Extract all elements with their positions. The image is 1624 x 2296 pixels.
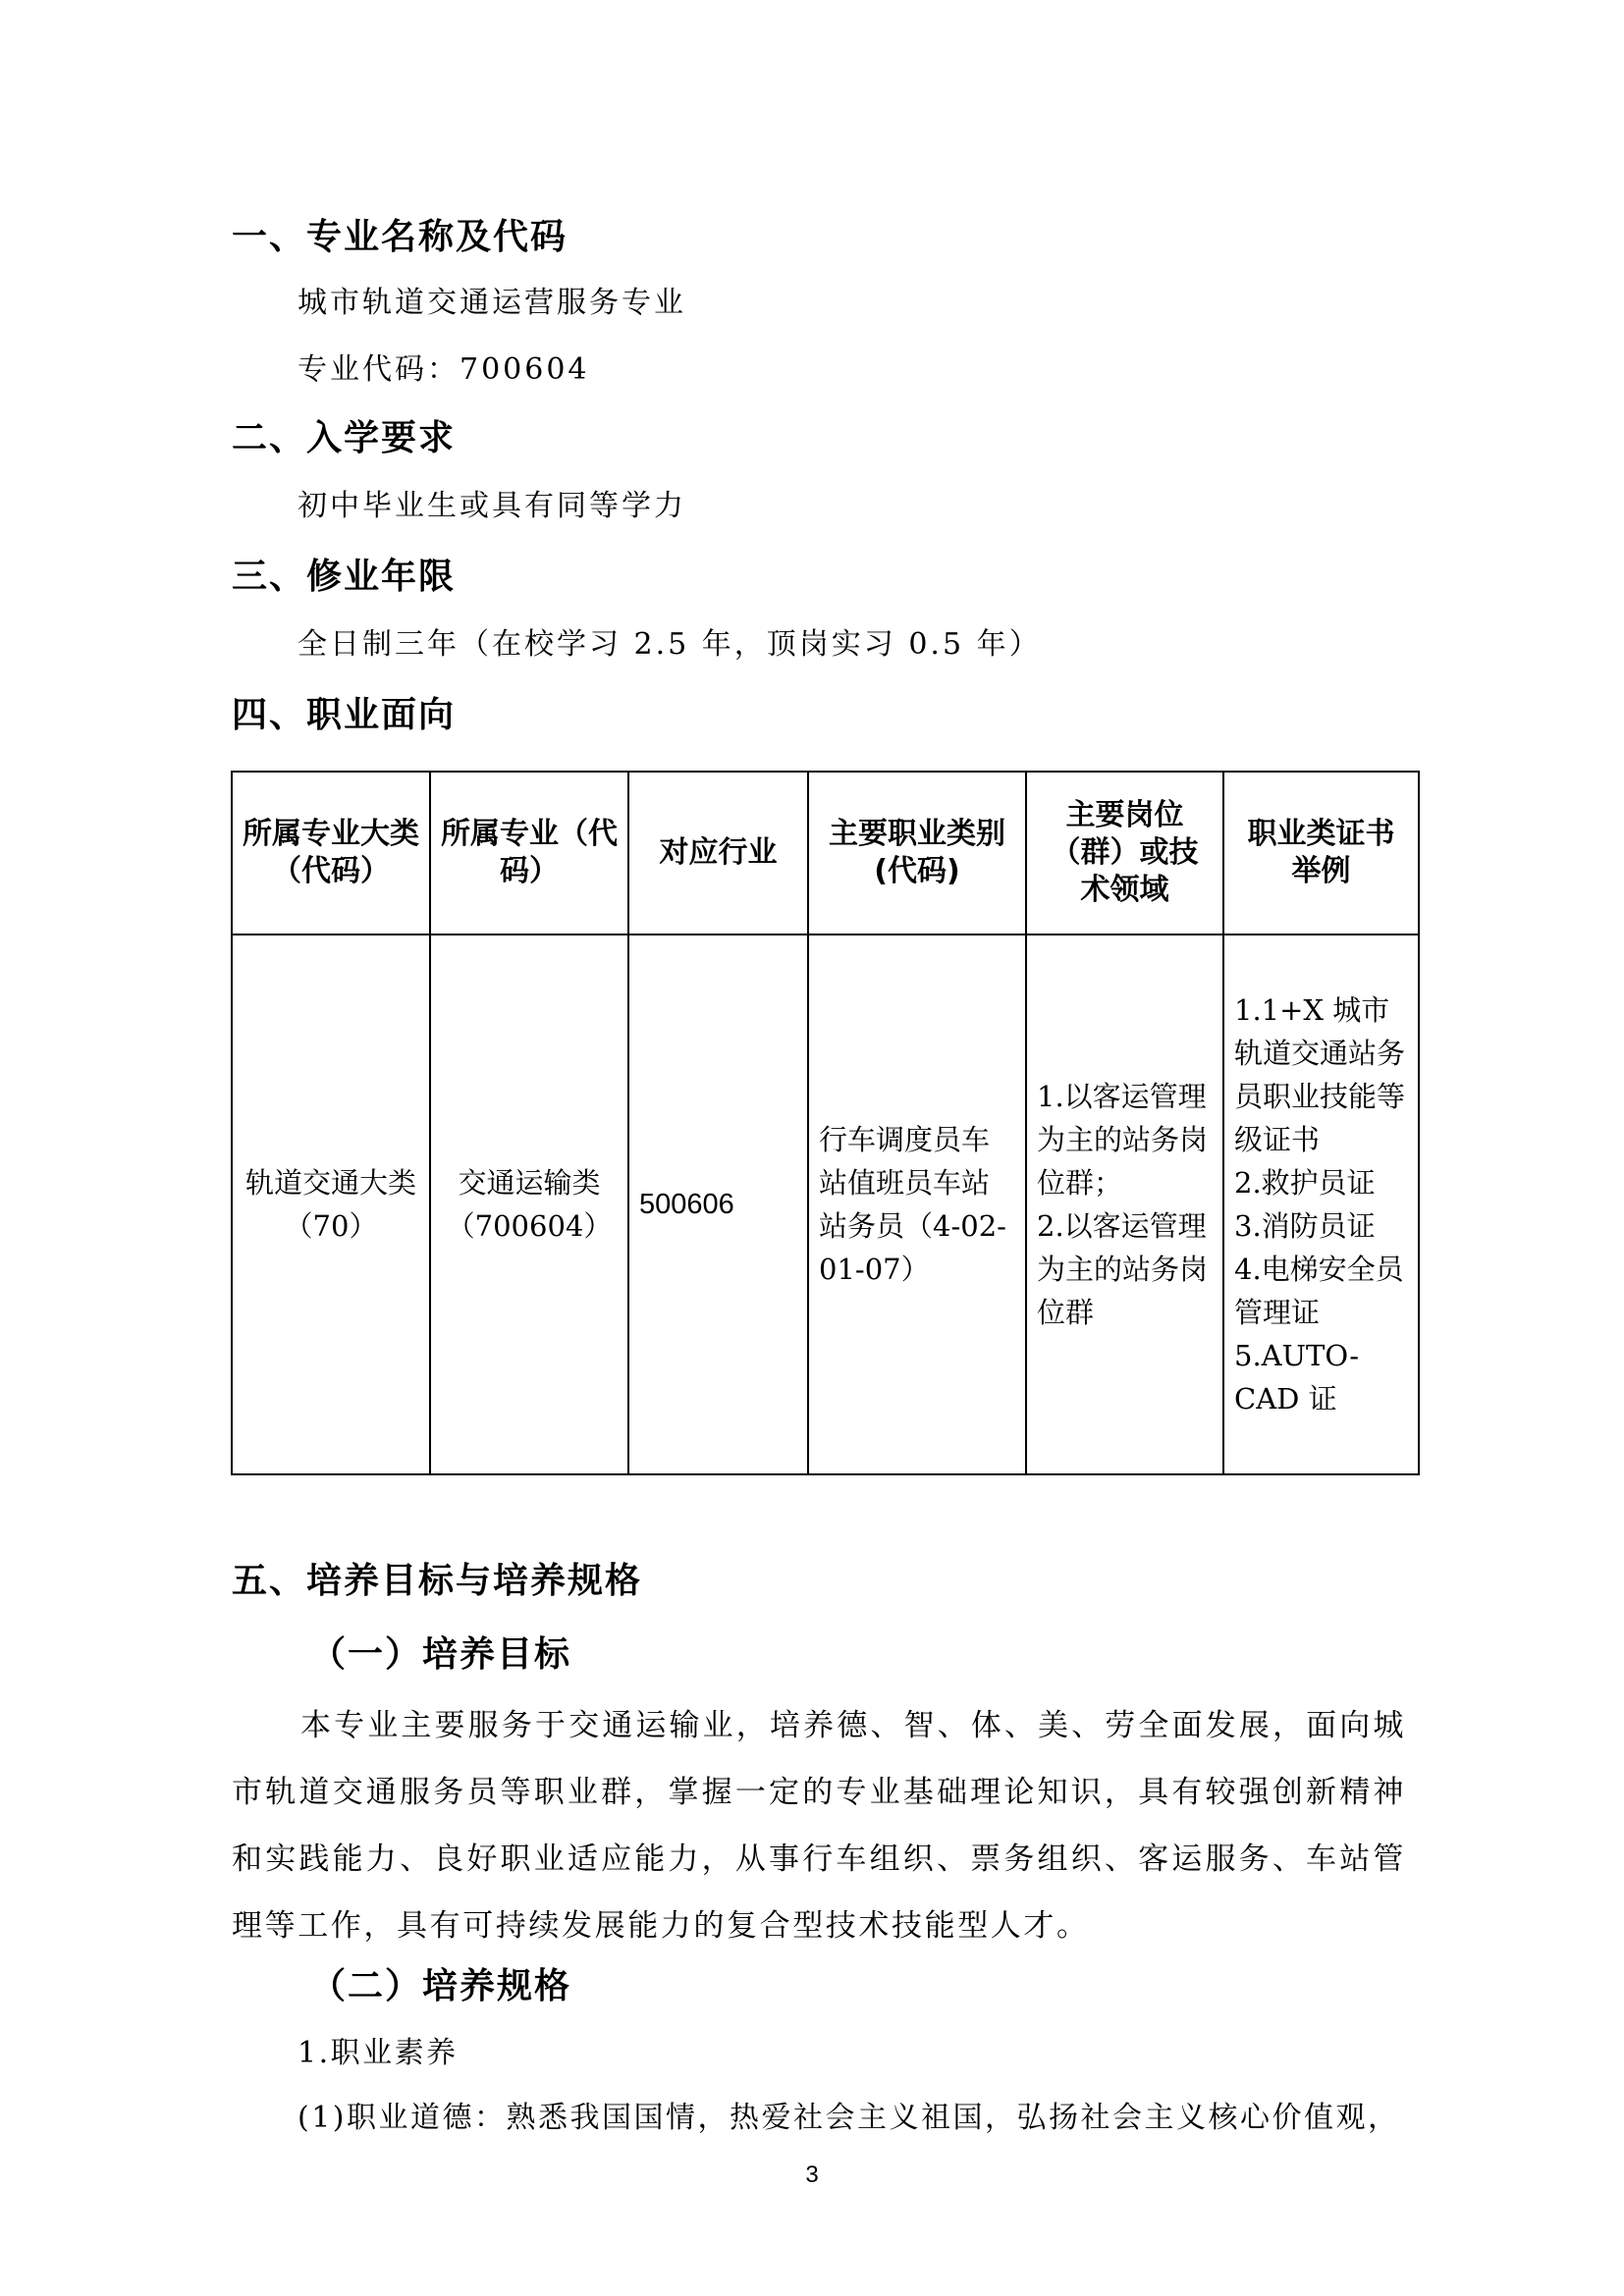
certificate-item: 2.救护员证 (1234, 1166, 1376, 1200)
cell-certificates (1223, 934, 1419, 1474)
item-professional-quality: 1.职业素养 (298, 2036, 459, 2070)
header-industry: 对应行业 (628, 772, 808, 934)
header-major-category: 所属专业大类（代码） (232, 772, 430, 934)
position-item: 1.以客运管理为主的站务岗位群； (1037, 1080, 1209, 1200)
section-4-title: 四、职业面向 (232, 695, 457, 735)
certificate-item: 5.AUTO-CAD 证 (1234, 1339, 1360, 1415)
certificate-item: 3.消防员证 (1234, 1209, 1376, 1243)
major-code: 专业代码：700604 (298, 352, 590, 387)
certificate-item: 4.电梯安全员管理证 (1234, 1253, 1404, 1329)
section-3-title: 三、修业年限 (232, 557, 457, 597)
entry-requirement: 初中毕业生或具有同等学力 (298, 489, 686, 523)
section-5-title: 五、培养目标与培养规格 (232, 1561, 643, 1601)
item-professional-ethics: (1)职业道德：熟悉我国国情，热爱社会主义祖国，弘扬社会主义核心价值观， (298, 2101, 1400, 2135)
cell-industry: 500606 (628, 934, 808, 1474)
training-goal-paragraph: 本专业主要服务于交通运输业，培养德、智、体、美、劳全面发展，面向城市轨道交通服务员等职业群，掌握一定的专业基础理论知识，具有较强创新精神和实践能力、良好职业适应能力，从事行车组织、票务组织、客运服务、车站管理等工作，具有可持续发展能力的复合型技术技能型人才。 (232, 1708, 1406, 1944)
header-certificates: 职业类证书举例 (1223, 772, 1419, 934)
career-orientation-table (231, 771, 1420, 1475)
cell-major-category: 轨道交通大类（70） (232, 934, 430, 1474)
subsection-training-spec: （二）培养规格 (310, 1966, 572, 2006)
table-header-row (232, 772, 1419, 934)
position-item: 2.以客运管理为主的站务岗位群 (1037, 1209, 1209, 1329)
subsection-training-goal: （一）培养目标 (310, 1634, 572, 1675)
cell-positions (1026, 934, 1223, 1474)
page-number: 3 (805, 2162, 819, 2188)
study-duration: 全日制三年（在校学习 2.5 年，顶岗实习 0.5 年） (298, 627, 1042, 662)
header-positions: 主要岗位（群）或技术领域 (1026, 772, 1223, 934)
header-occupation: 主要职业类别(代码) (808, 772, 1026, 934)
header-major: 所属专业（代码） (430, 772, 628, 934)
section-1-title: 一、专业名称及代码 (232, 217, 568, 257)
table-row (232, 934, 1419, 1474)
major-name: 城市轨道交通运营服务专业 (298, 286, 686, 320)
section-2-title: 二、入学要求 (232, 418, 457, 458)
certificate-item: 1.1+X 城市轨道交通站务员职业技能等级证书 (1234, 993, 1406, 1156)
cell-major: 交通运输类（700604） (430, 934, 628, 1474)
cell-occupation: 行车调度员车站值班员车站站务员（4-02-01-07） (808, 934, 1026, 1474)
